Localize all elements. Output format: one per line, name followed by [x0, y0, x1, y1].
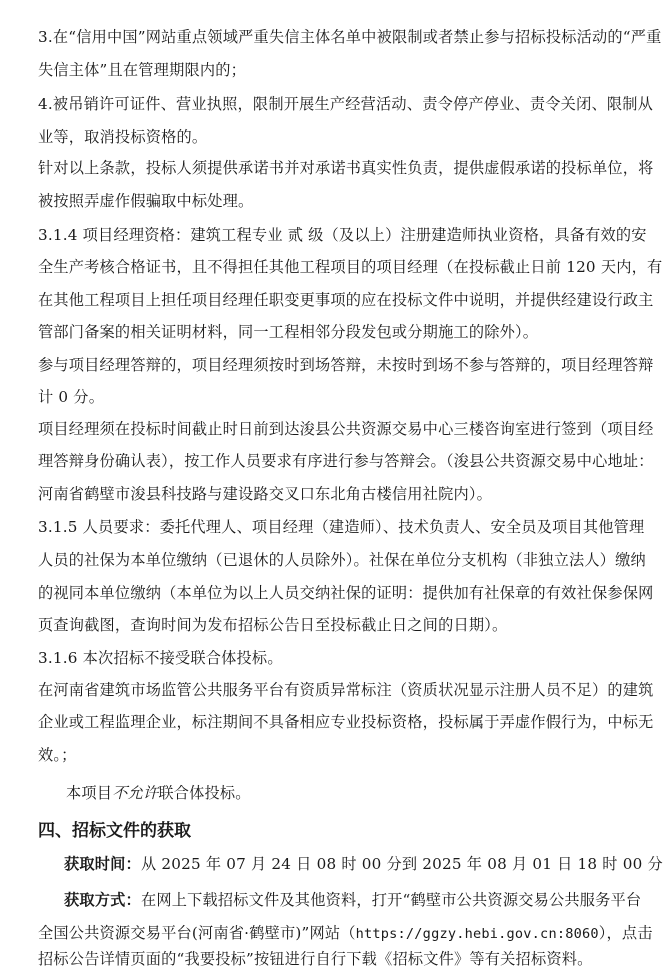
obtain-method-line: 招标公告详情页面的“我要投标”按钮进行自行下载《招标文件》等有关招标资料。 [38, 950, 593, 968]
obtain-time-line: 获取时间：从 2025 年 07 月 24 日 08 时 00 分到 2025 年 08 月 01 日 18 时 00 分 [64, 855, 663, 873]
section-heading: 四、招标文件的获取 [38, 821, 191, 841]
text-line: 企业或工程监理企业，标注期间不具备相应专业投标资格，投标属于弄虚作假行为，中标无 [38, 713, 654, 731]
text-line: 3.1.5 人员要求：委托代理人、项目经理（建造师）、技术负责人、安全员及项目其他管理 [38, 518, 645, 536]
text-line: 项目经理须在投标时间截止时日前到达浚县公共资源交易中心三楼咨询室进行签到（项目经 [38, 420, 654, 438]
text-line: 全生产考核合格证书，且不得担任其他工程项目的项目经理（在投标截止日前 120 天内，有 [38, 258, 663, 276]
text-line: 在其他工程项目上担任项目经理任职变更事项的应在投标文件中说明，并提供经建设行政主 [38, 291, 654, 309]
text-line: 页查询截图，查询时间为发布招标公告日至投标截止日之间的日期）。 [38, 616, 508, 634]
text-line: 针对以上条款，投标人须提供承诺书并对承诺书真实性负责，提供虚假承诺的投标单位，将 [38, 159, 654, 177]
obtain-method-line: 获取方式：在网上下载招标文件及其他资料，打开“鹤壁市公共资源交易公共服务平台 [64, 891, 642, 909]
text-line: 效。； [38, 746, 77, 764]
union-bid-line: 本项目不允许联合体投标。 [66, 784, 251, 802]
text-line: 参与项目经理答辩的，项目经理须按时到场答辩，未按时到场不参与答辩的，项目经理答辩 [38, 356, 654, 374]
text-line: 业等，取消投标资格的。 [38, 128, 208, 146]
text-line: 3.1.6 本次招标不接受联合体投标。 [38, 649, 283, 667]
text-line: 的视同本单位缴纳（本单位为以上人员交纳社保的证明：提供加有社保章的有效社保参保网 [38, 584, 654, 602]
text-line: 被按照弄虚作假骗取中标处理。 [38, 192, 254, 210]
text-line: 失信主体”且在管理期限内的； [38, 61, 247, 79]
text-line: 河南省鹤壁市浚县科技路与建设路交叉口东北角古楼信用社院内）。 [38, 485, 493, 503]
obtain-method-line: 全国公共资源交易平台(河南省·鹤壁市)”网站（https://ggzy.hebi.gov.cn:8060），点击 [38, 924, 653, 942]
text-line: 3.在“信用中国”网站重点领域严重失信主体名单中被限制或者禁止参与招标投标活动的“严重 [38, 28, 662, 46]
text-line: 人员的社保为本单位缴纳（已退休的人员除外）。社保在单位分支机构（非独立法人）缴纳 [38, 551, 646, 569]
text-line: 计 0 分。 [38, 388, 105, 406]
text-line: 4.被吊销许可证件、营业执照，限制开展生产经营活动、责令停产停业、责令关闭、限制从 [38, 95, 654, 113]
text-line: 理答辩身份确认表），按工作人员要求有序进行参与答辩会。（浚县公共资源交易中心地址： [38, 452, 654, 470]
text-line: 在河南省建筑市场监管公共服务平台有资质异常标注（资质状况显示注册人员不足）的建筑 [38, 681, 654, 699]
website-link[interactable]: https://ggzy.hebi.gov.cn:8060 [355, 926, 599, 942]
text-line: 管部门备案的相关证明材料，同一工程相邻分段发包或分期施工的除外）。 [38, 323, 539, 341]
text-line: 3.1.4 项目经理资格：建筑工程专业 贰 级（及以上）注册建造师执业资格，具备有效的安 [38, 226, 647, 244]
